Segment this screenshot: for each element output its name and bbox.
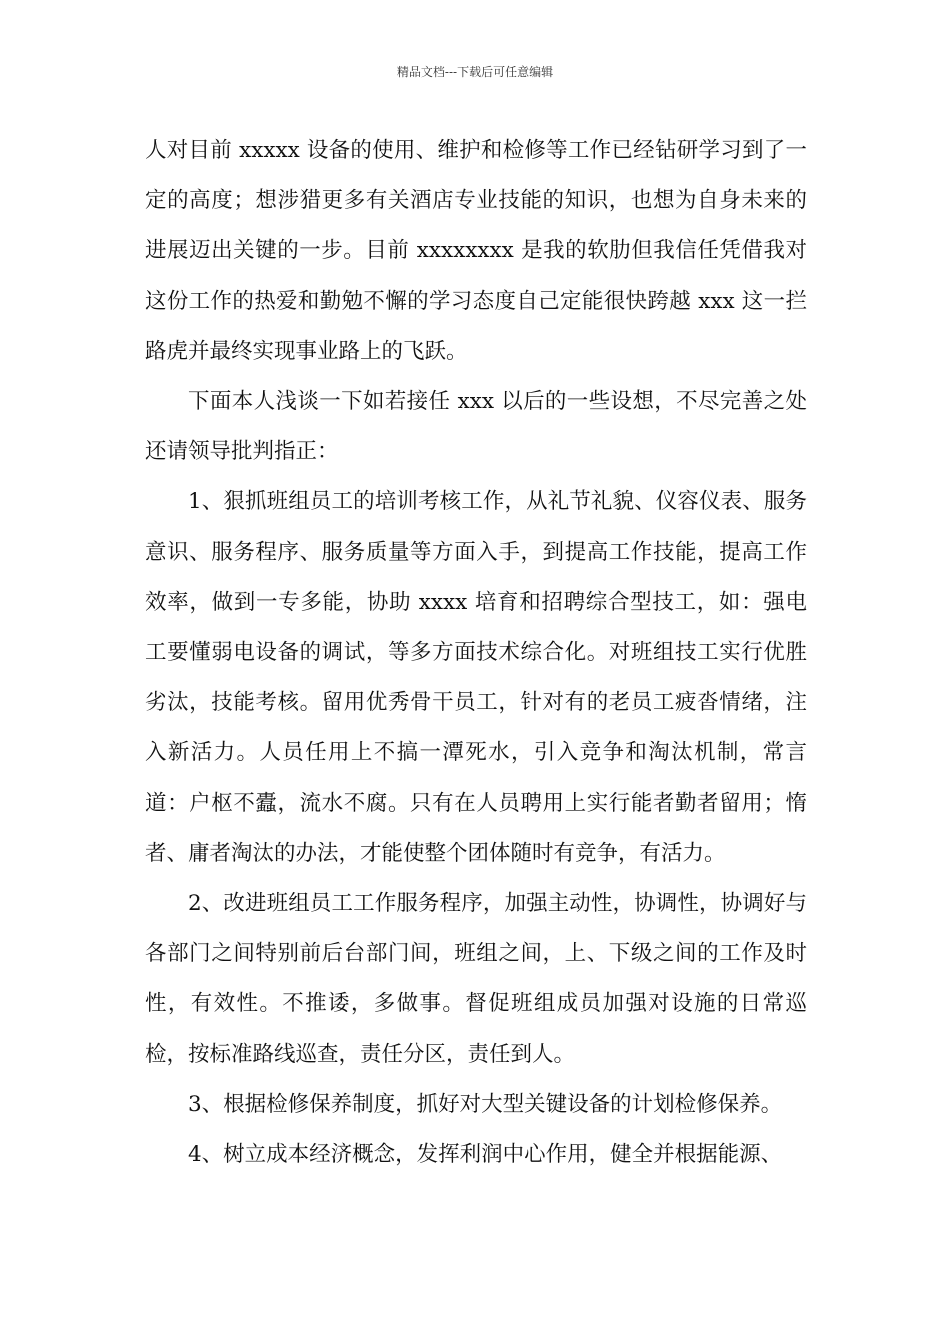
paragraph-item-2: 2、改进班组员工工作服务程序，加强主动性，协调性，协调好与各部门之间特别前后台部门间，班组之间，上、下级之间的工作及时性，有效性。不推诿，多做事。督促班组成员加强对设施的日常巡检，按标准路线巡查，责任分区，责任到人。 (145, 891, 807, 1067)
paragraph-intro: 下面本人浅谈一下如若接任 xxx 以后的一些设想，不尽完善之处还请领导批判指正： (145, 389, 807, 465)
paragraph-continuation: 人对目前 xxxxx 设备的使用、维护和检修等工作已经钻研学习到了一定的高度；想涉猎更多有关酒店专业技能的知识，也想为自身未来的进展迈出关键的一步。目前 xxxxxxxx 是我的软肋但我信任凭借我对这份工作的热爱和勤勉不懈的学习态度自己定能很快跨越 xxx 这一拦路虎并最终实现事业路上的飞跃。 (145, 138, 807, 364)
paragraph-item-1: 1、狠抓班组员工的培训考核工作，从礼节礼貌、仪容仪表、服务意识、服务程序、服务质量等方面入手，到提高工作技能，提高工作效率，做到一专多能，协助 xxxx 培育和招聘综合型技工，如：强电工要懂弱电设备的调试，等多方面技术综合化。对班组技工实行优胜劣汰，技能考核。留用优秀骨干员工，针对有的老员工疲沓情绪，注入新活力。人员任用上不搞一潭死水，引入竞争和淘汰机制，常言道：户枢不蠹，流水不腐。只有在人员聘用上实行能者勤者留用；惰者、庸者淘汰的办法，才能使整个团体随时有竞争，有活力。 (145, 489, 807, 866)
paragraph-item-4: 4、树立成本经济概念，发挥利润中心作用，健全并根据能源、 (188, 1142, 783, 1168)
paragraph-item-3: 3、根据检修保养制度，抓好对大型关键设备的计划检修保养。 (188, 1091, 783, 1117)
document-body (145, 126, 807, 1180)
page-header: 精品文档---下载后可任意编辑 (396, 65, 554, 79)
